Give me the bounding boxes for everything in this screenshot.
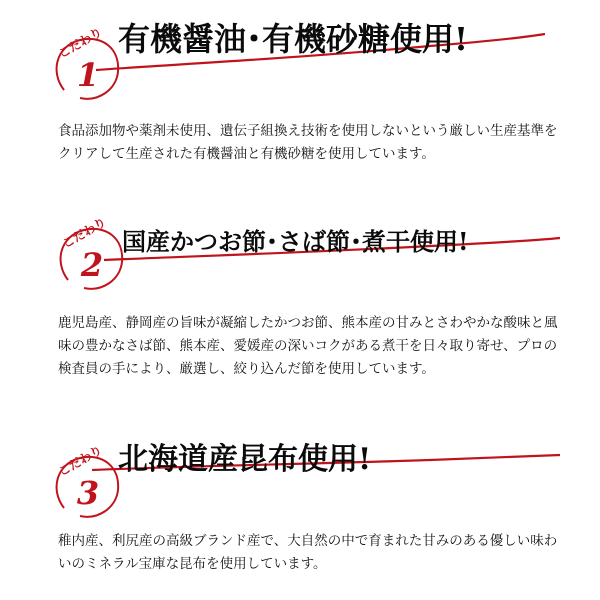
kodawari-section-1 <box>0 0 600 200</box>
badge-label: こだわり <box>55 24 105 61</box>
section-heading: 北海道産昆布使用! <box>118 442 372 477</box>
badge-number: 2 <box>80 246 104 284</box>
section-heading: 有機醤油･有機砂糖使用! <box>118 20 469 58</box>
kodawari-section-2 <box>0 200 600 420</box>
badge-number: 3 <box>76 474 100 512</box>
section-heading: 国産かつお節･さば節･煮干使用! <box>122 227 469 256</box>
kodawari-badge-3 <box>44 442 128 526</box>
badge-number: 1 <box>76 56 100 94</box>
kodawari-badge-2 <box>48 214 132 298</box>
section-body-text: 鹿児島産、静岡産の旨味が凝縮したかつお節、熊本産の甘みとさわやかな酸味と風味の豊かなさば節、熊本産、愛媛産の深いコクがある煮干を日々取り寄せ、プロの検査員の手により、厳選し、絞り込んだ節を使用しています。 <box>58 315 558 377</box>
kodawari-badge-1 <box>44 24 128 108</box>
badge-label: こだわり <box>59 214 109 251</box>
kodawari-section-3 <box>0 420 600 600</box>
badge-label: こだわり <box>55 442 105 479</box>
section-body-text: 稚内産、利尻産の高級ブランド産で、大自然の中で育まれた甘みのある優しい味わいのミネラル宝庫な昆布を使用しています。 <box>58 533 558 572</box>
section-body-text: 食品添加物や薬剤未使用、遺伝子組換え技術を使用しないという厳しい生産基準をクリアして生産された有機醤油と有機砂糖を使用しています。 <box>58 123 558 162</box>
